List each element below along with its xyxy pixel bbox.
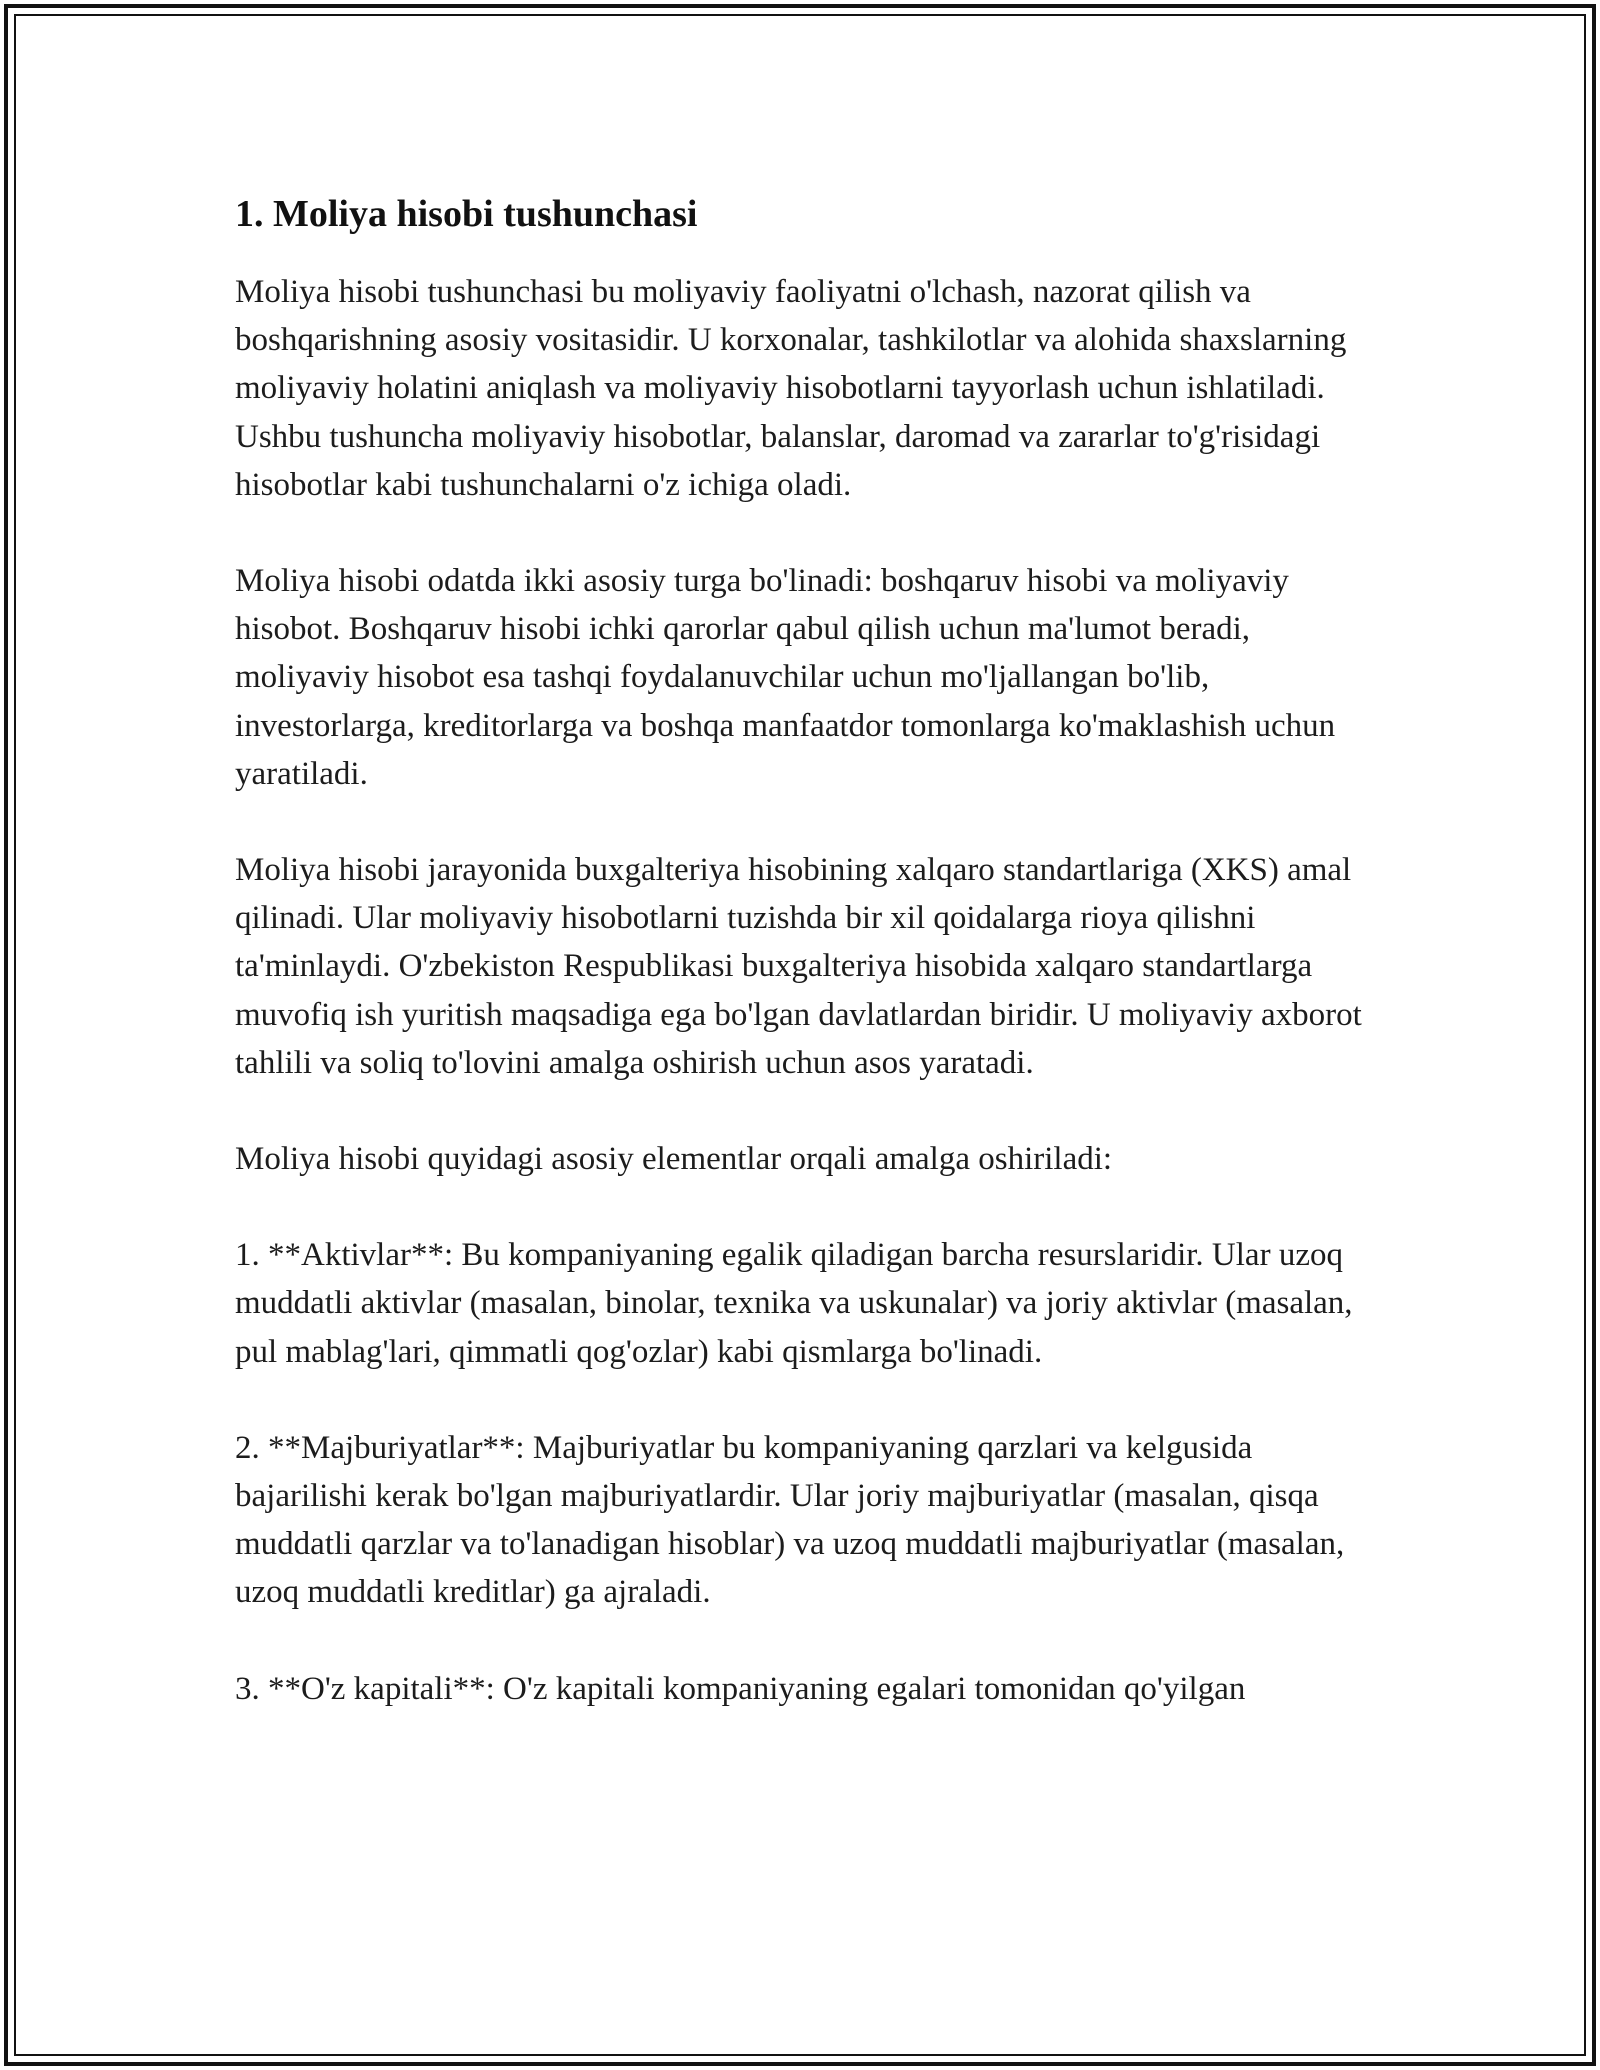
- paragraph-types: Moliya hisobi odatda ikki asosiy turga bo'linadi: boshqaruv hisobi va moliyaviy hisobot. Boshqaruv hisobi ichki qarorlar qabul qilish uchun ma'lumot beradi, moliyaviy hisobot esa tashqi foydalanuvchilar uchun mo'ljallangan bo'lib, investorlarga, kreditorlarga va boshqa manfaatdor tomonlarga ko'maklashish uchun yaratiladi.: [235, 563, 1336, 792]
- paragraph-elements-intro: Moliya hisobi quyidagi asosiy elementlar orqali amalga oshiriladi:: [235, 1141, 1113, 1178]
- list-item-assets: 1. **Aktivlar**: Bu kompaniyaning egalik qiladigan barcha resurslaridir. Ular uzoq muddatli aktivlar (masalan, binolar, texnika va uskunalar) va joriy aktivlar (masalan, pul mablag'lari, qimmatli qog'ozlar) kabi qismlarga bo'linadi.: [235, 1237, 1353, 1370]
- list-item-liabilities: 2. **Majburiyatlar**: Majburiyatlar bu kompaniyaning qarzlari va kelgusida bajarilishi kerak bo'lgan majburiyatlardir. Ular joriy majburiyatlar (masalan, qisqa muddatli qarzlar va to'lanadigan hisoblar) va uzoq muddatli majburiyatlar (masalan, uzoq muddatli kreditlar) ga ajraladi.: [235, 1429, 1345, 1611]
- paragraph-intro: Moliya hisobi tushunchasi bu moliyaviy faoliyatni o'lchash, nazorat qilish va boshqarishning asosiy vositasidir. U korxonalar, tashkilotlar va alohida shaxslarning moliyaviy holatini aniqlash va moliyaviy hisobotlarni tayyorlash uchun ishlatiladi. Ushbu tushuncha moliyaviy hisobotlar, balanslar, daromad va zararlar to'g'risidagi hisobotlar kabi tushunchalarni o'z ichiga oladi.: [235, 274, 1347, 503]
- paragraph-standards: Moliya hisobi jarayonida buxgalteriya hisobining xalqaro standartlariga (XKS) amal qilinadi. Ular moliyaviy hisobotlarni tuzishda bir xil qoidalarga rioya qilishni ta'minlaydi. O'zbekiston Respublikasi buxgalteriya hisobida xalqaro standartlarga muvofiq ish yuritish maqsadiga ega bo'lgan davlatlardan biridir. U moliyaviy axborot tahlili va soliq to'lovini amalga oshirish uchun asos yaratadi.: [235, 852, 1362, 1081]
- document-body: [235, 186, 1385, 1761]
- list-item-equity: 3. **O'z kapitali**: O'z kapitali kompaniyaning egalari tomonidan qo'yilgan: [235, 1670, 1246, 1707]
- section-heading: 1. Moliya hisobi tushunchasi: [235, 193, 698, 235]
